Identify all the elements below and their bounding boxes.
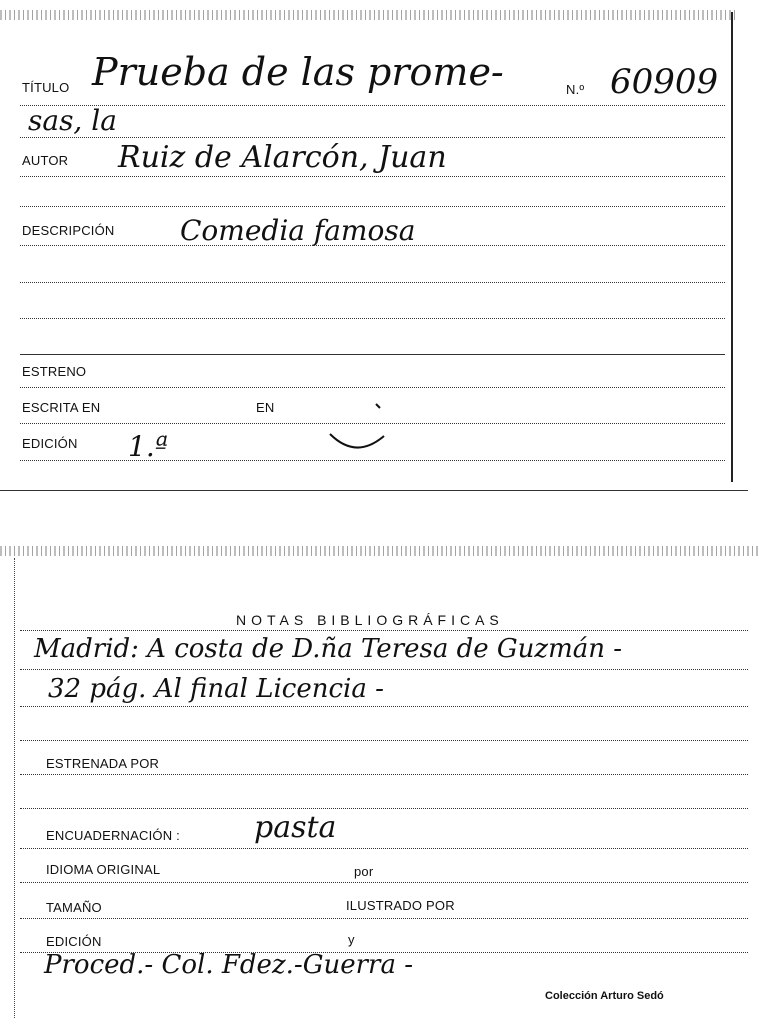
- notas-line-1: Madrid: A costa de D.ña Teresa de Guzmán -: [34, 634, 623, 664]
- numero-label: N.º: [566, 82, 585, 97]
- titulo-label: TÍTULO: [22, 80, 70, 95]
- card-right-border: [731, 12, 733, 482]
- notas-heading: NOTAS BIBLIOGRÁFICAS: [236, 612, 504, 628]
- autor-value: Ruiz de Alarcón, Juan: [118, 140, 447, 175]
- titulo-value-cont: sas, la: [28, 104, 117, 137]
- estrenada-por-label: ESTRENADA POR: [46, 756, 160, 771]
- line-desc-3: [20, 318, 725, 319]
- line-estrenada: [20, 774, 748, 775]
- line-titulo: [20, 105, 725, 106]
- line-titulo-2: [20, 137, 725, 138]
- line-edicion: [20, 460, 725, 461]
- autor-label: AUTOR: [22, 153, 69, 168]
- edicion-label: EDICIÓN: [22, 436, 78, 451]
- punch-hole-mark: [326, 396, 388, 456]
- line-estrenada-2: [20, 808, 748, 809]
- line-notas-1: [20, 669, 748, 670]
- line-idioma: [20, 882, 748, 883]
- y-label: y: [348, 932, 355, 947]
- por-label: por: [354, 864, 374, 879]
- idioma-label: IDIOMA ORIGINAL: [46, 862, 161, 877]
- edicion-back-label: EDICIÓN: [46, 934, 102, 949]
- card-left-border: [14, 558, 15, 1018]
- line-desc-1: [20, 245, 725, 246]
- proced-value: Proced.- Col. Fdez.-Guerra -: [44, 950, 414, 980]
- line-estreno: [20, 387, 725, 388]
- line-desc-2: [20, 282, 725, 283]
- descripcion-value: Comedia famosa: [180, 214, 416, 247]
- line-tamano: [20, 918, 748, 919]
- line-desc-4: [20, 354, 725, 355]
- notas-line-2: 32 pág. Al final Licencia -: [48, 674, 384, 704]
- line-notas-2: [20, 706, 748, 707]
- line-encuadernacion: [20, 848, 748, 849]
- card-bottom-border: [0, 490, 748, 491]
- line-notas-0: [20, 630, 748, 631]
- titulo-value: Prueba de las prome-: [92, 50, 504, 94]
- line-autor: [20, 176, 725, 177]
- estreno-label: ESTRENO: [22, 364, 87, 379]
- coleccion-label: Colección Arturo Sedó: [545, 990, 664, 1002]
- line-autor-2: [20, 206, 725, 207]
- edicion-value: 1.ª: [128, 430, 169, 463]
- back-card: [0, 544, 759, 1028]
- descripcion-label: DESCRIPCIÓN: [22, 223, 115, 238]
- ilustrado-label: ILUSTRADO POR: [346, 898, 455, 913]
- encuadernacion-value: pasta: [254, 810, 337, 845]
- card-top-edge: [0, 546, 759, 556]
- card-top-edge: [0, 10, 738, 20]
- front-card: [0, 0, 740, 492]
- line-notas-3: [20, 740, 748, 741]
- encuadernacion-label: ENCUADERNACIÓN :: [46, 828, 180, 843]
- en-label: EN: [256, 400, 275, 415]
- tamano-label: TAMAÑO: [46, 900, 102, 915]
- numero-value: 60909: [610, 62, 719, 102]
- escrita-en-label: ESCRITA EN: [22, 400, 101, 415]
